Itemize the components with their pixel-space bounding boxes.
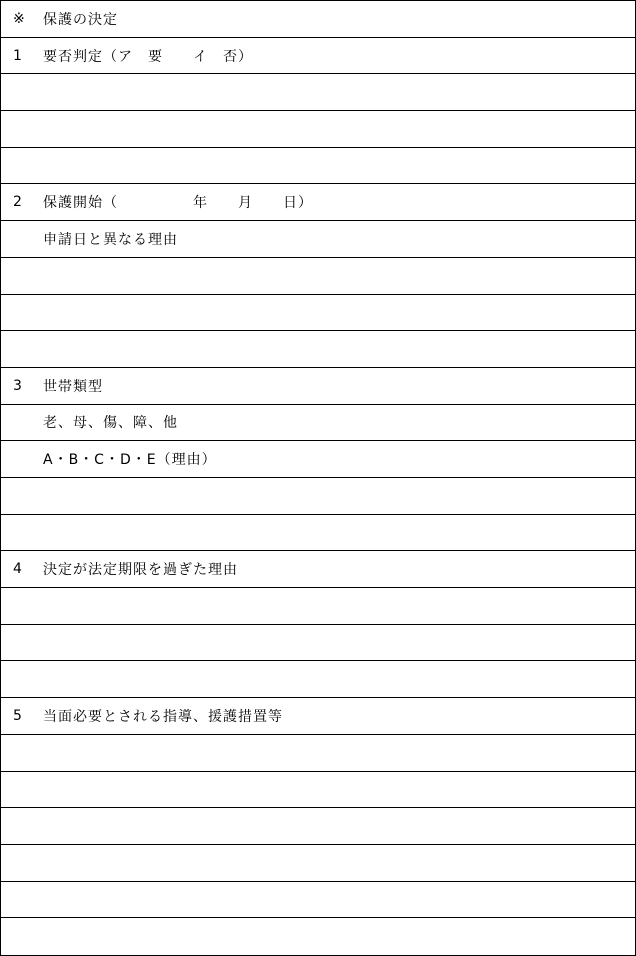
blank-line[interactable] bbox=[1, 918, 635, 955]
blank-line[interactable] bbox=[1, 148, 635, 185]
row-number: ※ bbox=[13, 10, 25, 27]
blank-line[interactable] bbox=[1, 515, 635, 552]
form-row bbox=[1, 38, 635, 75]
blank-line[interactable] bbox=[1, 625, 635, 662]
row-text: 申請日と異なる理由 bbox=[43, 231, 178, 248]
row-number: 5 bbox=[13, 707, 22, 724]
blank-line[interactable] bbox=[1, 331, 635, 368]
blank-line[interactable] bbox=[1, 295, 635, 332]
form-row bbox=[1, 221, 635, 258]
row-text: 老、母、傷、障、他 bbox=[43, 415, 178, 432]
form-row bbox=[1, 441, 635, 478]
row-number: 3 bbox=[13, 377, 22, 394]
row-text: 世帯類型 bbox=[43, 378, 103, 395]
form-row bbox=[1, 1, 635, 38]
row-number: 1 bbox=[13, 47, 22, 64]
form-row bbox=[1, 405, 635, 442]
blank-line[interactable] bbox=[1, 808, 635, 845]
form-row bbox=[1, 698, 635, 735]
blank-line[interactable] bbox=[1, 111, 635, 148]
row-number: 4 bbox=[13, 561, 22, 578]
blank-line[interactable] bbox=[1, 661, 635, 698]
row-text: 要否判定（ア 要 イ 否） bbox=[43, 48, 253, 65]
form-row bbox=[1, 551, 635, 588]
blank-line[interactable] bbox=[1, 845, 635, 882]
row-text: 保護開始（ 年 月 日） bbox=[43, 195, 313, 212]
blank-line[interactable] bbox=[1, 735, 635, 772]
row-number: 2 bbox=[13, 194, 22, 211]
blank-line[interactable] bbox=[1, 258, 635, 295]
row-text: A・B・C・D・E（理由） bbox=[43, 452, 217, 469]
blank-line[interactable] bbox=[1, 478, 635, 515]
blank-line[interactable] bbox=[1, 588, 635, 625]
row-text: 当面必要とされる指導、援護措置等 bbox=[43, 708, 283, 725]
form-row bbox=[1, 184, 635, 221]
row-text: 決定が法定期限を過ぎた理由 bbox=[43, 562, 238, 579]
blank-line[interactable] bbox=[1, 882, 635, 919]
blank-line[interactable] bbox=[1, 74, 635, 111]
blank-line[interactable] bbox=[1, 772, 635, 809]
form-row bbox=[1, 368, 635, 405]
row-text: 保護の決定 bbox=[43, 11, 118, 28]
